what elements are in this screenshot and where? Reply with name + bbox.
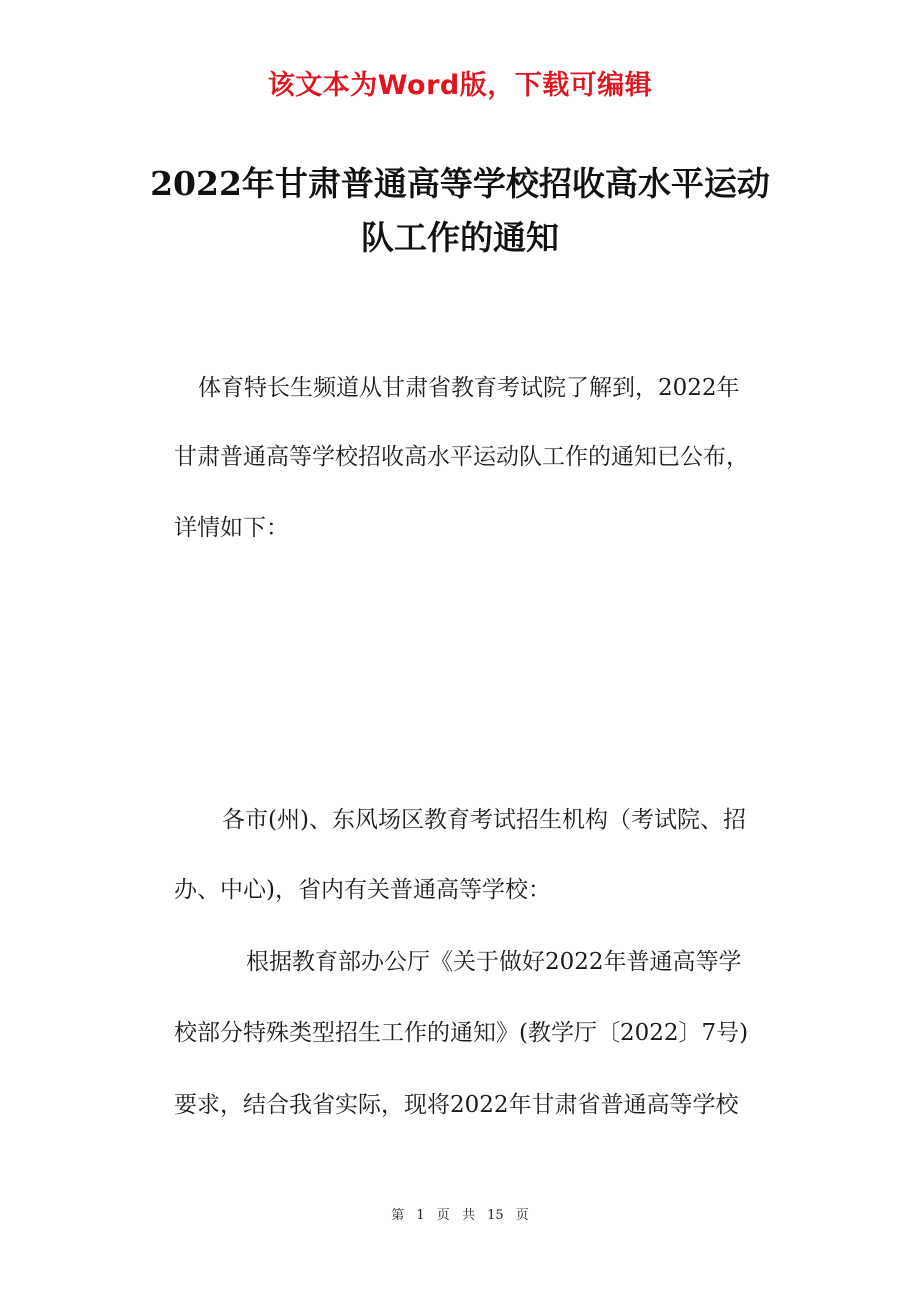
document-title-line-1: 2022年甘肃普通高等学校招收高水平运动 xyxy=(150,164,770,203)
footer-total-word: 共 xyxy=(461,1208,475,1223)
intro-line-3: 详情如下： xyxy=(174,515,289,541)
body-line-1: 各市(州)、东风场区教育考试招生机构（考试院、招 xyxy=(222,807,746,833)
footer-prefix: 第 xyxy=(391,1208,405,1223)
document-title-line-2: 队工作的通知 xyxy=(361,218,559,257)
footer-total-pages: 15 xyxy=(487,1208,504,1223)
body-line-3: 根据教育部办公厅《关于做好2022年普通高等学 xyxy=(246,949,742,975)
page-footer xyxy=(0,1204,920,1228)
intro-line-1: 体育特长生频道从甘肃省教育考试院了解到，2022年 xyxy=(198,375,740,401)
body-line-4: 校部分特殊类型招生工作的通知》(教学厅〔2022〕7号) xyxy=(174,1020,749,1046)
body-line-5: 要求，结合我省实际，现将2022年甘肃省普通高等学校 xyxy=(174,1092,739,1118)
footer-current-page: 1 xyxy=(416,1208,425,1223)
intro-line-2: 甘肃普通高等学校招收高水平运动队工作的通知已公布， xyxy=(174,444,749,470)
download-banner: 该文本为Word版，下载可编辑 xyxy=(267,70,653,101)
footer-suffix: 页 xyxy=(515,1208,529,1223)
body-line-2: 办、中心)，省内有关普通高等学校： xyxy=(174,877,551,903)
footer-page-word: 页 xyxy=(436,1208,450,1223)
